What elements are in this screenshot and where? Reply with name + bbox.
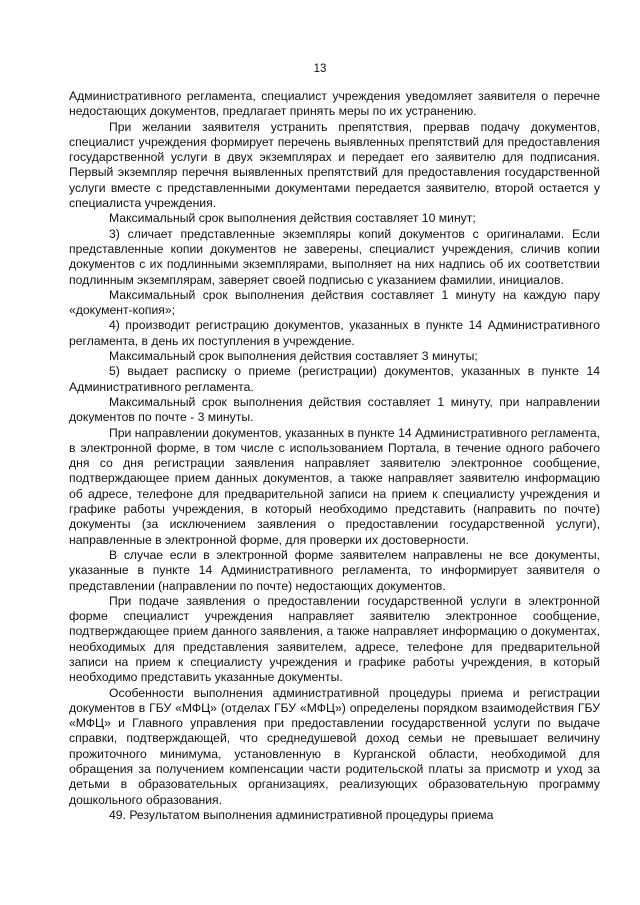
paragraph: Максимальный срок выполнения действия составляет 3 минуты; — [109, 349, 478, 364]
paragraph: Максимальный срок выполнения действия составляет 1 минуту на каждую пару «документ-копия»; — [69, 287, 600, 318]
paragraph: При подаче заявления о предоставлении государственной услуги в электронной форме специалист учреждения направляет заявителю электронное сообщение, подтверждающее прием данного заявления, а также направляет информацию о документах, необходимых для представления заявителем, адресе, телефоне для предварительной записи на прием к специалисту учреждения и графике работы учреждения, в который необходимо представить указанные документы. — [69, 593, 600, 685]
paragraph: 5) выдает расписку о приеме (регистрации) документов, указанных в пункте 14 Административного регламента. — [69, 364, 600, 394]
document-body — [69, 89, 600, 823]
paragraph: 4) производит регистрацию документов, указанных в пункте 14 Административного регламента, в день их поступления в учреждение. — [69, 318, 600, 348]
paragraph: 3) сличает представленные экземпляры копий документов с оригиналами. Если представленные копии документов не заверены, специалист учреждения, сличив копии документов с их подлинными экземплярами, выполняет на них надпись об их соответствии подлинным экземплярам, заверяет своей подписью с указанием фамилии, инициалов. — [69, 226, 600, 287]
paragraph: Особенности выполнения административной процедуры приема и регистрации документов в ГБУ «МФЦ» (отделах ГБУ «МФЦ») определены порядком взаимодействия ГБУ «МФЦ» и Главного управления при предоставлении государственной услуги по выдаче справки, подтверждающей, что среднедушевой доход семьи не превышает величину прожиточного минимума, установленную в Курганской области, необходимой для обращения за получением компенсации части родительской платы за присмотр и уход за детьми в образовательных организациях, реализующих образовательную программу дошкольного образования. — [69, 685, 600, 807]
paragraph: 49. Результатом выполнения административной процедуры приема — [109, 807, 494, 822]
paragraph: Максимальный срок выполнения действия составляет 1 минуту, при направлении документов по почте - 3 минуты. — [69, 394, 600, 425]
paragraph: При направлении документов, указанных в пункте 14 Административного регламента, в электронной форме, в том числе с использованием Портала, в течение одного рабочего дня со дня регистрации заявления направляет заявителю электронное сообщение, подтверждающее прием данных документов, а также направляет заявителю информацию об адресе, телефоне для предварительной записи на прием к специалисту учреждения и графике работы учреждения, в который необходимо представить (направить по почте) документы (за исключением заявления о предоставлении государственной услуги), направленные в электронной форме, для проверки их достоверности. — [69, 425, 600, 547]
paragraph: При желании заявителя устранить препятствия, прервав подачу документов, специалист учреждения формирует перечень выявленных препятствий для предоставления государственной услуги в двух экземплярах и передает его заявителю для подписания. Первый экземпляр перечня выявленных препятствий для предоставления государственной услуги вместе с представленными документами передается заявителю, второй остается у специалиста учреждения. — [69, 119, 600, 211]
page-number: 13 — [313, 63, 327, 75]
paragraph: В случае если в электронной форме заявителем направлены не все документы, указанные в пункте 14 Административного регламента, то информирует заявителя о представлении (направлении по почте) недостающих документов. — [69, 547, 600, 593]
paragraph: Административного регламента, специалист учреждения уведомляет заявителя о перечне недостающих документов, предлагает принять меры по их устранению. — [69, 89, 600, 119]
paragraph: Максимальный срок выполнения действия составляет 10 минут; — [109, 211, 476, 226]
